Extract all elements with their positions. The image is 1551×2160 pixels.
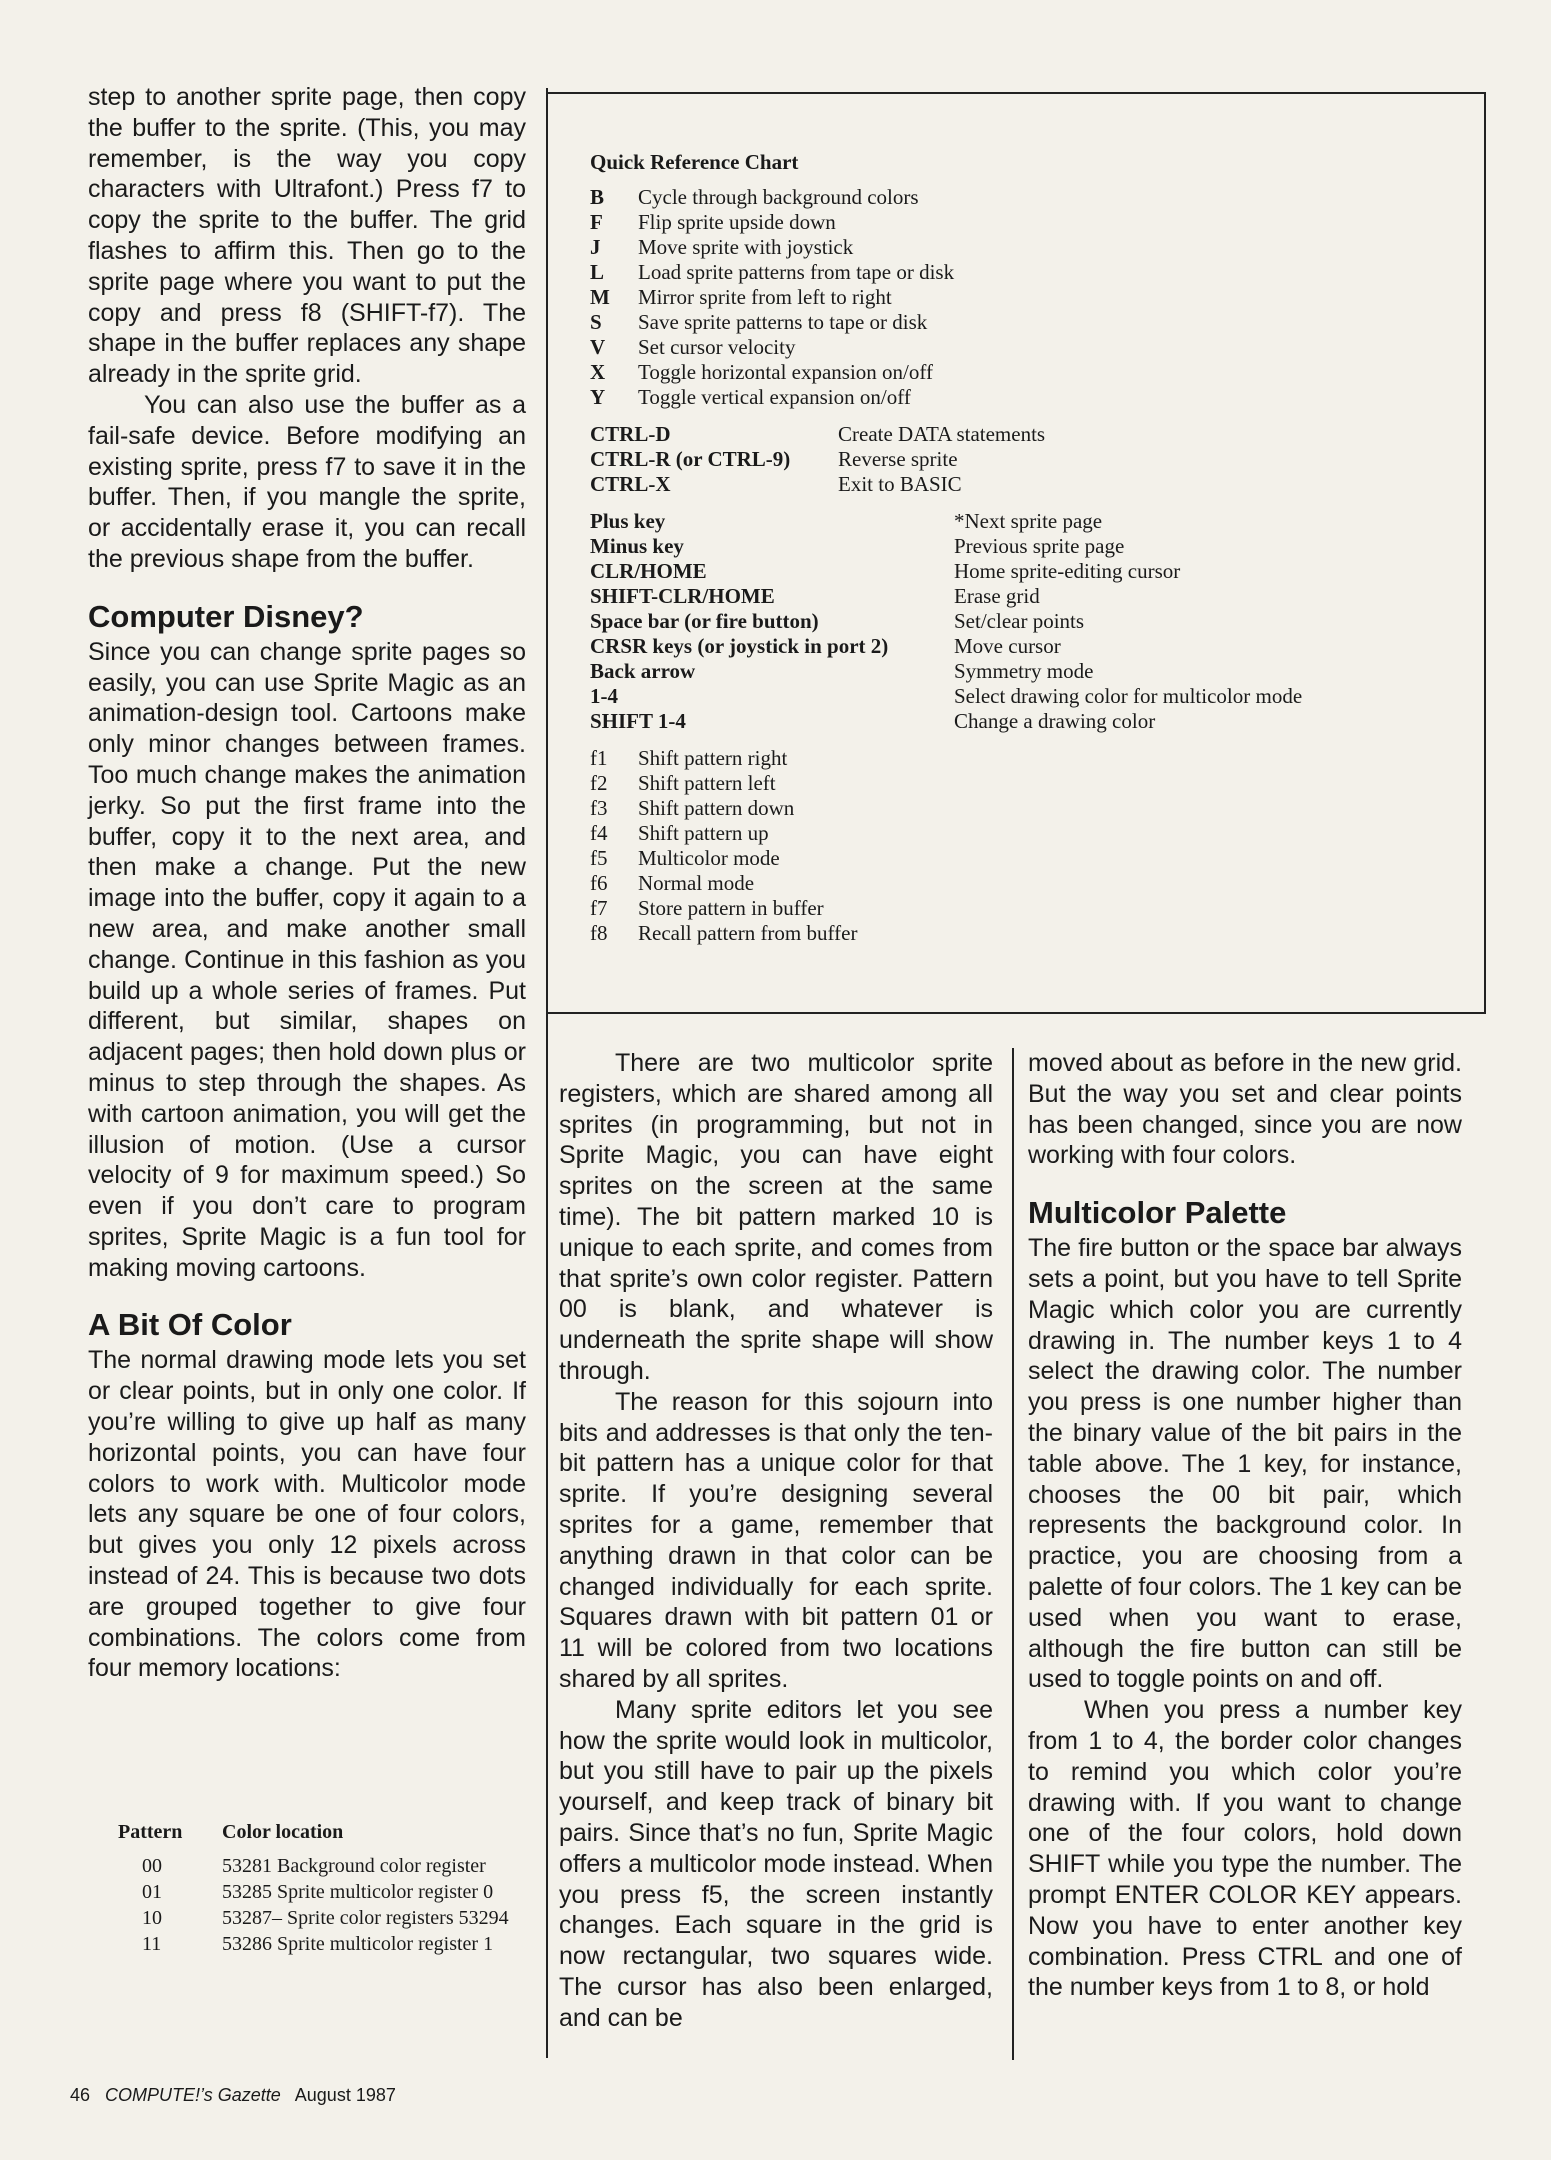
reference-key: CRSR keys (or joystick in port 2) bbox=[590, 634, 889, 658]
color-location: 53285 Sprite multicolor register 0 bbox=[222, 1881, 494, 1903]
reference-description: Exit to BASIC bbox=[838, 472, 962, 496]
reference-description: Move sprite with joystick bbox=[638, 235, 854, 259]
reference-row bbox=[590, 509, 1490, 534]
reference-description: *Next sprite page bbox=[954, 509, 1103, 533]
reference-row bbox=[590, 472, 1490, 497]
special-keys bbox=[590, 509, 1490, 734]
reference-row bbox=[590, 260, 1490, 285]
reference-row bbox=[590, 921, 1490, 946]
paragraph: moved about as before in the new grid. But the way you set and clear points has been changed, since you are now working with four colors. bbox=[1028, 1049, 1462, 1170]
reference-description: Load sprite patterns from tape or disk bbox=[638, 260, 955, 284]
reference-row bbox=[590, 360, 1490, 385]
function-keys bbox=[590, 746, 1490, 946]
reference-key: X bbox=[590, 360, 606, 384]
section-heading: Multicolor Palette bbox=[1028, 1195, 1287, 1231]
reference-key: L bbox=[590, 260, 605, 284]
reference-row bbox=[590, 534, 1490, 559]
reference-description: Toggle vertical expansion on/off bbox=[638, 385, 911, 409]
reference-description: Shift pattern right bbox=[638, 746, 788, 770]
paragraph: The fire button or the space bar always sets a point, but you have to tell Sprite Magic which color you are currently drawing in. The number keys 1 to 4 select the drawing color. The number you press is one number higher than the binary value of the bit pairs in the table above. The 1 key, for instance, chooses the 00 bit pair, which represents the background color. In practice, you are choosing from a palette of four colors. The 1 key can be used when you want to erase, although the fire button can still be used to toggle points on and off. bbox=[1028, 1234, 1462, 1694]
reference-row bbox=[590, 871, 1490, 896]
pattern-bits: 00 bbox=[142, 1855, 162, 1877]
reference-description: Select drawing color for multicolor mode bbox=[954, 684, 1303, 708]
reference-key: J bbox=[590, 235, 601, 259]
reference-key: SHIFT-CLR/HOME bbox=[590, 584, 775, 608]
reference-row bbox=[590, 584, 1490, 609]
reference-key: Plus key bbox=[590, 509, 666, 533]
reference-row bbox=[590, 385, 1490, 410]
paragraph: The normal drawing mode lets you set or clear points, but in only one color. If you’re willing to give up half as many horizontal points, you can have four colors to work with. Multicolor mode lets any square be one of four colors, but gives you only 12 pixels across instead of 24. This is because two dots are grouped together to give four combinations. The colors come from four memory locations: bbox=[88, 1346, 526, 1683]
page-footer bbox=[70, 2085, 396, 2106]
reference-row bbox=[590, 335, 1490, 360]
reference-row bbox=[590, 422, 1490, 447]
reference-description: Symmetry mode bbox=[954, 659, 1094, 683]
reference-description: Shift pattern up bbox=[638, 821, 769, 845]
color-location: 53281 Background color register bbox=[222, 1855, 486, 1877]
header-color-location: Color location bbox=[222, 1821, 344, 1843]
reference-row bbox=[590, 709, 1490, 734]
column-right bbox=[1028, 1048, 1462, 2003]
reference-description: Shift pattern down bbox=[638, 796, 795, 820]
reference-description: Mirror sprite from left to right bbox=[638, 285, 892, 309]
reference-row bbox=[590, 846, 1490, 871]
color-location: 53287– Sprite color registers 53294 bbox=[222, 1907, 509, 1929]
reference-description: Change a drawing color bbox=[954, 709, 1156, 733]
reference-description: Set/clear points bbox=[954, 609, 1085, 633]
paragraph: Since you can change sprite pages so easily, you can use Sprite Magic as an animation-design tool. Cartoons make only minor changes between frames. Too much change makes the animation jerky. So put the first frame into the buffer, copy it to the next area, and then make a change. Put the new image into the buffer, copy it again to a new area, and make another small change. Continue in this fashion as you build up a whole series of frames. Put different, but similar, shapes on adjacent pages; then hold down plus or minus to step through the shapes. As with cartoon animation, you will get the illusion of motion. (Use a cursor velocity of 9 for maximum speed.) So even if you don’t care to program sprites, Sprite Magic is a fun tool for making moving cartoons. bbox=[88, 637, 526, 1282]
reference-key: 1-4 bbox=[590, 684, 618, 708]
reference-key: Space bar (or fire button) bbox=[590, 609, 819, 633]
reference-description: Store pattern in buffer bbox=[638, 896, 824, 920]
pattern-row bbox=[118, 1906, 538, 1930]
reference-key: SHIFT 1-4 bbox=[590, 709, 686, 733]
pattern-table bbox=[118, 1820, 538, 1958]
pattern-row bbox=[118, 1880, 538, 1904]
paragraph: The reason for this sojourn into bits and addresses is that only the ten-bit pattern has a unique color for that sprite. If you’re designing several sprites for a game, remember that anything drawn in that color can be changed individually for each sprite. Squares drawn with bit pattern 01 or 11 will be colored from two locations shared by all sprites. bbox=[559, 1387, 993, 1693]
reference-description: Cycle through background colors bbox=[638, 185, 919, 209]
paragraph: You can also use the buffer as a fail-safe device. Before modifying an existing sprite, press f7 to save it in the buffer. Then, if you mangle the sprite, or accidentally erase it, you can recall the previous shape from the buffer. bbox=[88, 390, 526, 573]
reference-key: M bbox=[590, 285, 610, 309]
pattern-row bbox=[118, 1854, 538, 1878]
reference-description: Recall pattern from buffer bbox=[638, 921, 858, 945]
box-rule-top bbox=[548, 92, 1486, 94]
reference-key: f5 bbox=[590, 846, 608, 870]
paragraph: Many sprite editors let you see how the sprite would look in multicolor, but you still have to pair up the pixels yourself, and keep track of binary bit pairs. Since that’s no fun, Sprite Magic offers a multicolor mode instead. When you press f5, the screen instantly changes. Each square in the grid is now rectangular, two squares wide. The cursor has also been enlarged, and can be bbox=[559, 1695, 993, 2032]
reference-row bbox=[590, 185, 1490, 210]
reference-key: Minus key bbox=[590, 534, 684, 558]
reference-row bbox=[590, 285, 1490, 310]
color-location: 53286 Sprite multicolor register 1 bbox=[222, 1933, 494, 1955]
reference-row bbox=[590, 746, 1490, 771]
reference-row bbox=[590, 609, 1490, 634]
reference-key: Back arrow bbox=[590, 659, 696, 683]
reference-description: Home sprite-editing cursor bbox=[954, 559, 1181, 583]
reference-description: Normal mode bbox=[638, 871, 755, 895]
reference-key: Y bbox=[590, 385, 606, 409]
reference-row bbox=[590, 821, 1490, 846]
reference-row bbox=[590, 210, 1490, 235]
column-rule-left bbox=[546, 88, 548, 2058]
paragraph: step to another sprite page, then copy the buffer to the sprite. (This, you may remember, is the way you copy characters with Ultrafont.) Press f7 to copy the sprite to the buffer. The grid flashes to affirm this. Then go to the sprite page where you want to put the copy and press f8 (SHIFT-f7). The shape in the buffer replaces any shape already in the sprite grid. bbox=[88, 83, 526, 389]
pattern-bits: 11 bbox=[142, 1933, 162, 1955]
reference-key: f2 bbox=[590, 771, 608, 795]
reference-row bbox=[590, 447, 1490, 472]
pattern-bits: 10 bbox=[142, 1907, 162, 1929]
reference-key: CLR/HOME bbox=[590, 559, 707, 583]
reference-key: S bbox=[590, 310, 602, 334]
reference-key: f1 bbox=[590, 746, 608, 770]
reference-description: Toggle horizontal expansion on/off bbox=[638, 360, 933, 384]
reference-description: Create DATA statements bbox=[838, 422, 1046, 446]
paragraph: When you press a number key from 1 to 4, the border color changes to remind you which color you’re drawing with. If you want to change one of the four colors, hold down SHIFT while you type the number. The prompt ENTER COLOR KEY appears. Now you have to enter another key combination. Press CTRL and one of the number keys from 1 to 8, or hold bbox=[1028, 1696, 1462, 2002]
quick-reference-chart bbox=[590, 150, 1490, 958]
reference-key: CTRL-X bbox=[590, 472, 671, 496]
reference-row bbox=[590, 796, 1490, 821]
reference-description: Set cursor velocity bbox=[638, 335, 796, 359]
reference-key: V bbox=[590, 335, 606, 359]
page-number: 46 bbox=[70, 2085, 91, 2105]
reference-key: B bbox=[590, 185, 605, 209]
reference-description: Reverse sprite bbox=[838, 447, 958, 471]
pattern-bits: 01 bbox=[142, 1881, 162, 1903]
reference-key: F bbox=[590, 210, 603, 234]
issue-date: August 1987 bbox=[294, 2085, 396, 2105]
pattern-row bbox=[118, 1932, 538, 1956]
reference-row bbox=[590, 771, 1490, 796]
reference-description: Save sprite patterns to tape or disk bbox=[638, 310, 928, 334]
reference-row bbox=[590, 634, 1490, 659]
reference-description: Multicolor mode bbox=[638, 846, 780, 870]
reference-row bbox=[590, 659, 1490, 684]
reference-row bbox=[590, 559, 1490, 584]
column-middle bbox=[559, 1048, 993, 2034]
chart-title: Quick Reference Chart bbox=[590, 150, 799, 174]
pattern-table-header bbox=[118, 1820, 538, 1854]
reference-description: Erase grid bbox=[954, 584, 1040, 608]
column-rule-right bbox=[1012, 1048, 1014, 2060]
magazine-name: COMPUTE!’s Gazette bbox=[105, 2085, 281, 2105]
reference-row bbox=[590, 235, 1490, 260]
paragraph: There are two multicolor sprite registers, which are shared among all sprites (in programming, but not in Sprite Magic, you can have eight sprites on the screen at the same time). The bit pattern marked 10 is unique to each sprite, and comes from that sprite’s own color register. Pattern 00 is blank, and whatever is underneath the sprite shape will show through. bbox=[559, 1049, 993, 1385]
reference-key: f8 bbox=[590, 921, 608, 945]
reference-description: Previous sprite page bbox=[954, 534, 1125, 558]
reference-key: f3 bbox=[590, 796, 608, 820]
letter-commands bbox=[590, 185, 1490, 410]
reference-key: CTRL-D bbox=[590, 422, 671, 446]
reference-key: f4 bbox=[590, 821, 608, 845]
reference-key: f6 bbox=[590, 871, 608, 895]
reference-row bbox=[590, 896, 1490, 921]
box-rule-bottom bbox=[548, 1012, 1486, 1014]
section-heading: A Bit Of Color bbox=[88, 1307, 292, 1343]
header-pattern: Pattern bbox=[118, 1821, 183, 1843]
reference-description: Flip sprite upside down bbox=[638, 210, 836, 234]
reference-description: Move cursor bbox=[954, 634, 1061, 658]
reference-key: CTRL-R (or CTRL-9) bbox=[590, 447, 791, 471]
reference-row bbox=[590, 310, 1490, 335]
reference-row bbox=[590, 684, 1490, 709]
reference-key: f7 bbox=[590, 896, 608, 920]
column-left bbox=[88, 82, 526, 1684]
ctrl-commands bbox=[590, 422, 1490, 497]
section-heading: Computer Disney? bbox=[88, 598, 364, 634]
reference-description: Shift pattern left bbox=[638, 771, 776, 795]
